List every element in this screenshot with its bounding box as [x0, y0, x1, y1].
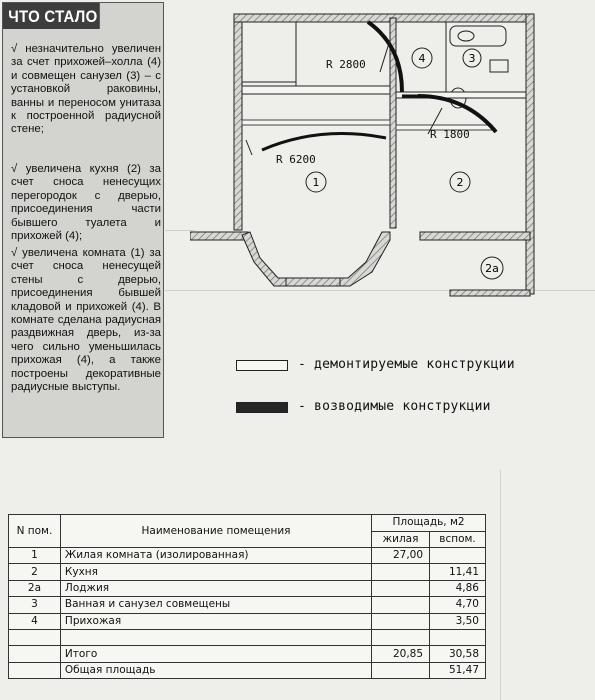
table-row-total	[9, 646, 486, 662]
table-row	[9, 597, 486, 613]
legend-erected: - возводимые конструкции	[298, 399, 491, 414]
radius-leader	[246, 140, 252, 155]
row-number: 1	[9, 548, 61, 564]
room-marker-4	[412, 48, 432, 68]
table-row	[9, 548, 486, 564]
table-row-overall	[9, 662, 486, 678]
section-title: ЧТО СТАЛО	[3, 3, 100, 29]
header-aux: вспом.	[430, 531, 486, 548]
row-aux: 4,70	[430, 597, 486, 613]
row-aux: 3,50	[430, 613, 486, 629]
radius-label: R 1800	[430, 128, 470, 141]
row-number: 4	[9, 613, 61, 629]
wall-left	[234, 18, 242, 230]
legend-swatch-erected	[236, 402, 288, 413]
wall-right	[526, 14, 534, 294]
row-aux: 11,41	[430, 564, 486, 580]
row-name: Кухня	[60, 564, 371, 580]
ghost-line	[500, 470, 595, 700]
row-aux	[430, 548, 486, 564]
annotation-box	[2, 2, 164, 438]
svg-text:4: 4	[418, 52, 426, 65]
demolished-partition	[242, 86, 390, 94]
svg-text:2а: 2а	[485, 262, 499, 275]
overall-label: Общая площадь	[60, 662, 371, 678]
bay-window	[242, 232, 390, 286]
row-aux: 4,86	[430, 580, 486, 596]
overall-value: 51,47	[430, 662, 486, 678]
demolished-partition	[242, 120, 390, 125]
bathroom-outline	[446, 22, 526, 92]
total-aux: 30,58	[430, 646, 486, 662]
note-kitchen: √ увеличена кухня (2) за счет сноса ненесущих перегородок с дверью, присоединения части бывшего туалета и прихожей (4);	[11, 163, 161, 243]
row-living: 27,00	[372, 548, 430, 564]
area-table	[8, 514, 486, 679]
wall-bottom-left	[190, 232, 248, 240]
row-name: Жилая комната (изолированная)	[60, 548, 371, 564]
wall-bottom-right	[420, 232, 530, 240]
wall-top	[234, 14, 534, 22]
table-row	[9, 564, 486, 580]
closet-outline	[242, 22, 296, 82]
legend-swatch-demolished	[236, 360, 288, 371]
header-living: жилая	[372, 531, 430, 548]
note-hallway-bathroom: √ незначительно увеличен за счет прихожей–холла (4) и совмещен санузел (3) – с установкой раковины, ванны и переносом унитаза к построенной радиусной стене;	[11, 43, 161, 136]
hall-outline	[296, 22, 390, 92]
row-living	[372, 580, 430, 596]
table-row	[9, 580, 486, 596]
row-number: 2	[9, 564, 61, 580]
total-label: Итого	[60, 646, 371, 662]
header-name: Наименование помещения	[60, 515, 371, 548]
radius-leader	[380, 40, 390, 72]
header-area: Площадь, м2	[372, 515, 486, 532]
header-number: N пом.	[9, 515, 61, 548]
legend-demolished: - демонтируемые конструкции	[298, 357, 515, 372]
floor-plan	[190, 0, 595, 320]
svg-text:3: 3	[468, 52, 476, 65]
row-number: 3	[9, 597, 61, 613]
table-row-empty	[9, 629, 486, 645]
table-row	[9, 613, 486, 629]
svg-text:2: 2	[456, 176, 464, 189]
room-marker-1	[306, 172, 326, 192]
sink	[490, 60, 508, 72]
radius-door	[262, 134, 386, 150]
row-living	[372, 597, 430, 613]
room-marker-2a	[481, 257, 503, 279]
row-living	[372, 564, 430, 580]
row-name: Лоджия	[60, 580, 371, 596]
bathtub-drain	[458, 31, 474, 41]
note-room: √ увеличена комната (1) за счет сноса ненесущей стены с дверью, присоединения бывшей кладовой и прихожей (4). В комнате сделана радиусная раздвижная дверь, из-за чего сильно уменьшилась прихожая (4), а также построены декоративные радиусные выступы.	[11, 247, 161, 394]
row-name: Ванная и санузел совмещены	[60, 597, 371, 613]
radius-label: R 2800	[326, 58, 366, 71]
row-name: Прихожая	[60, 613, 371, 629]
total-living: 20,85	[372, 646, 430, 662]
row-number: 2а	[9, 580, 61, 596]
loggia-wall	[450, 290, 530, 296]
room-marker-3	[463, 49, 481, 67]
radius-label: R 6200	[276, 153, 316, 166]
svg-text:1: 1	[312, 176, 320, 189]
row-living	[372, 613, 430, 629]
room-marker-2	[450, 172, 470, 192]
